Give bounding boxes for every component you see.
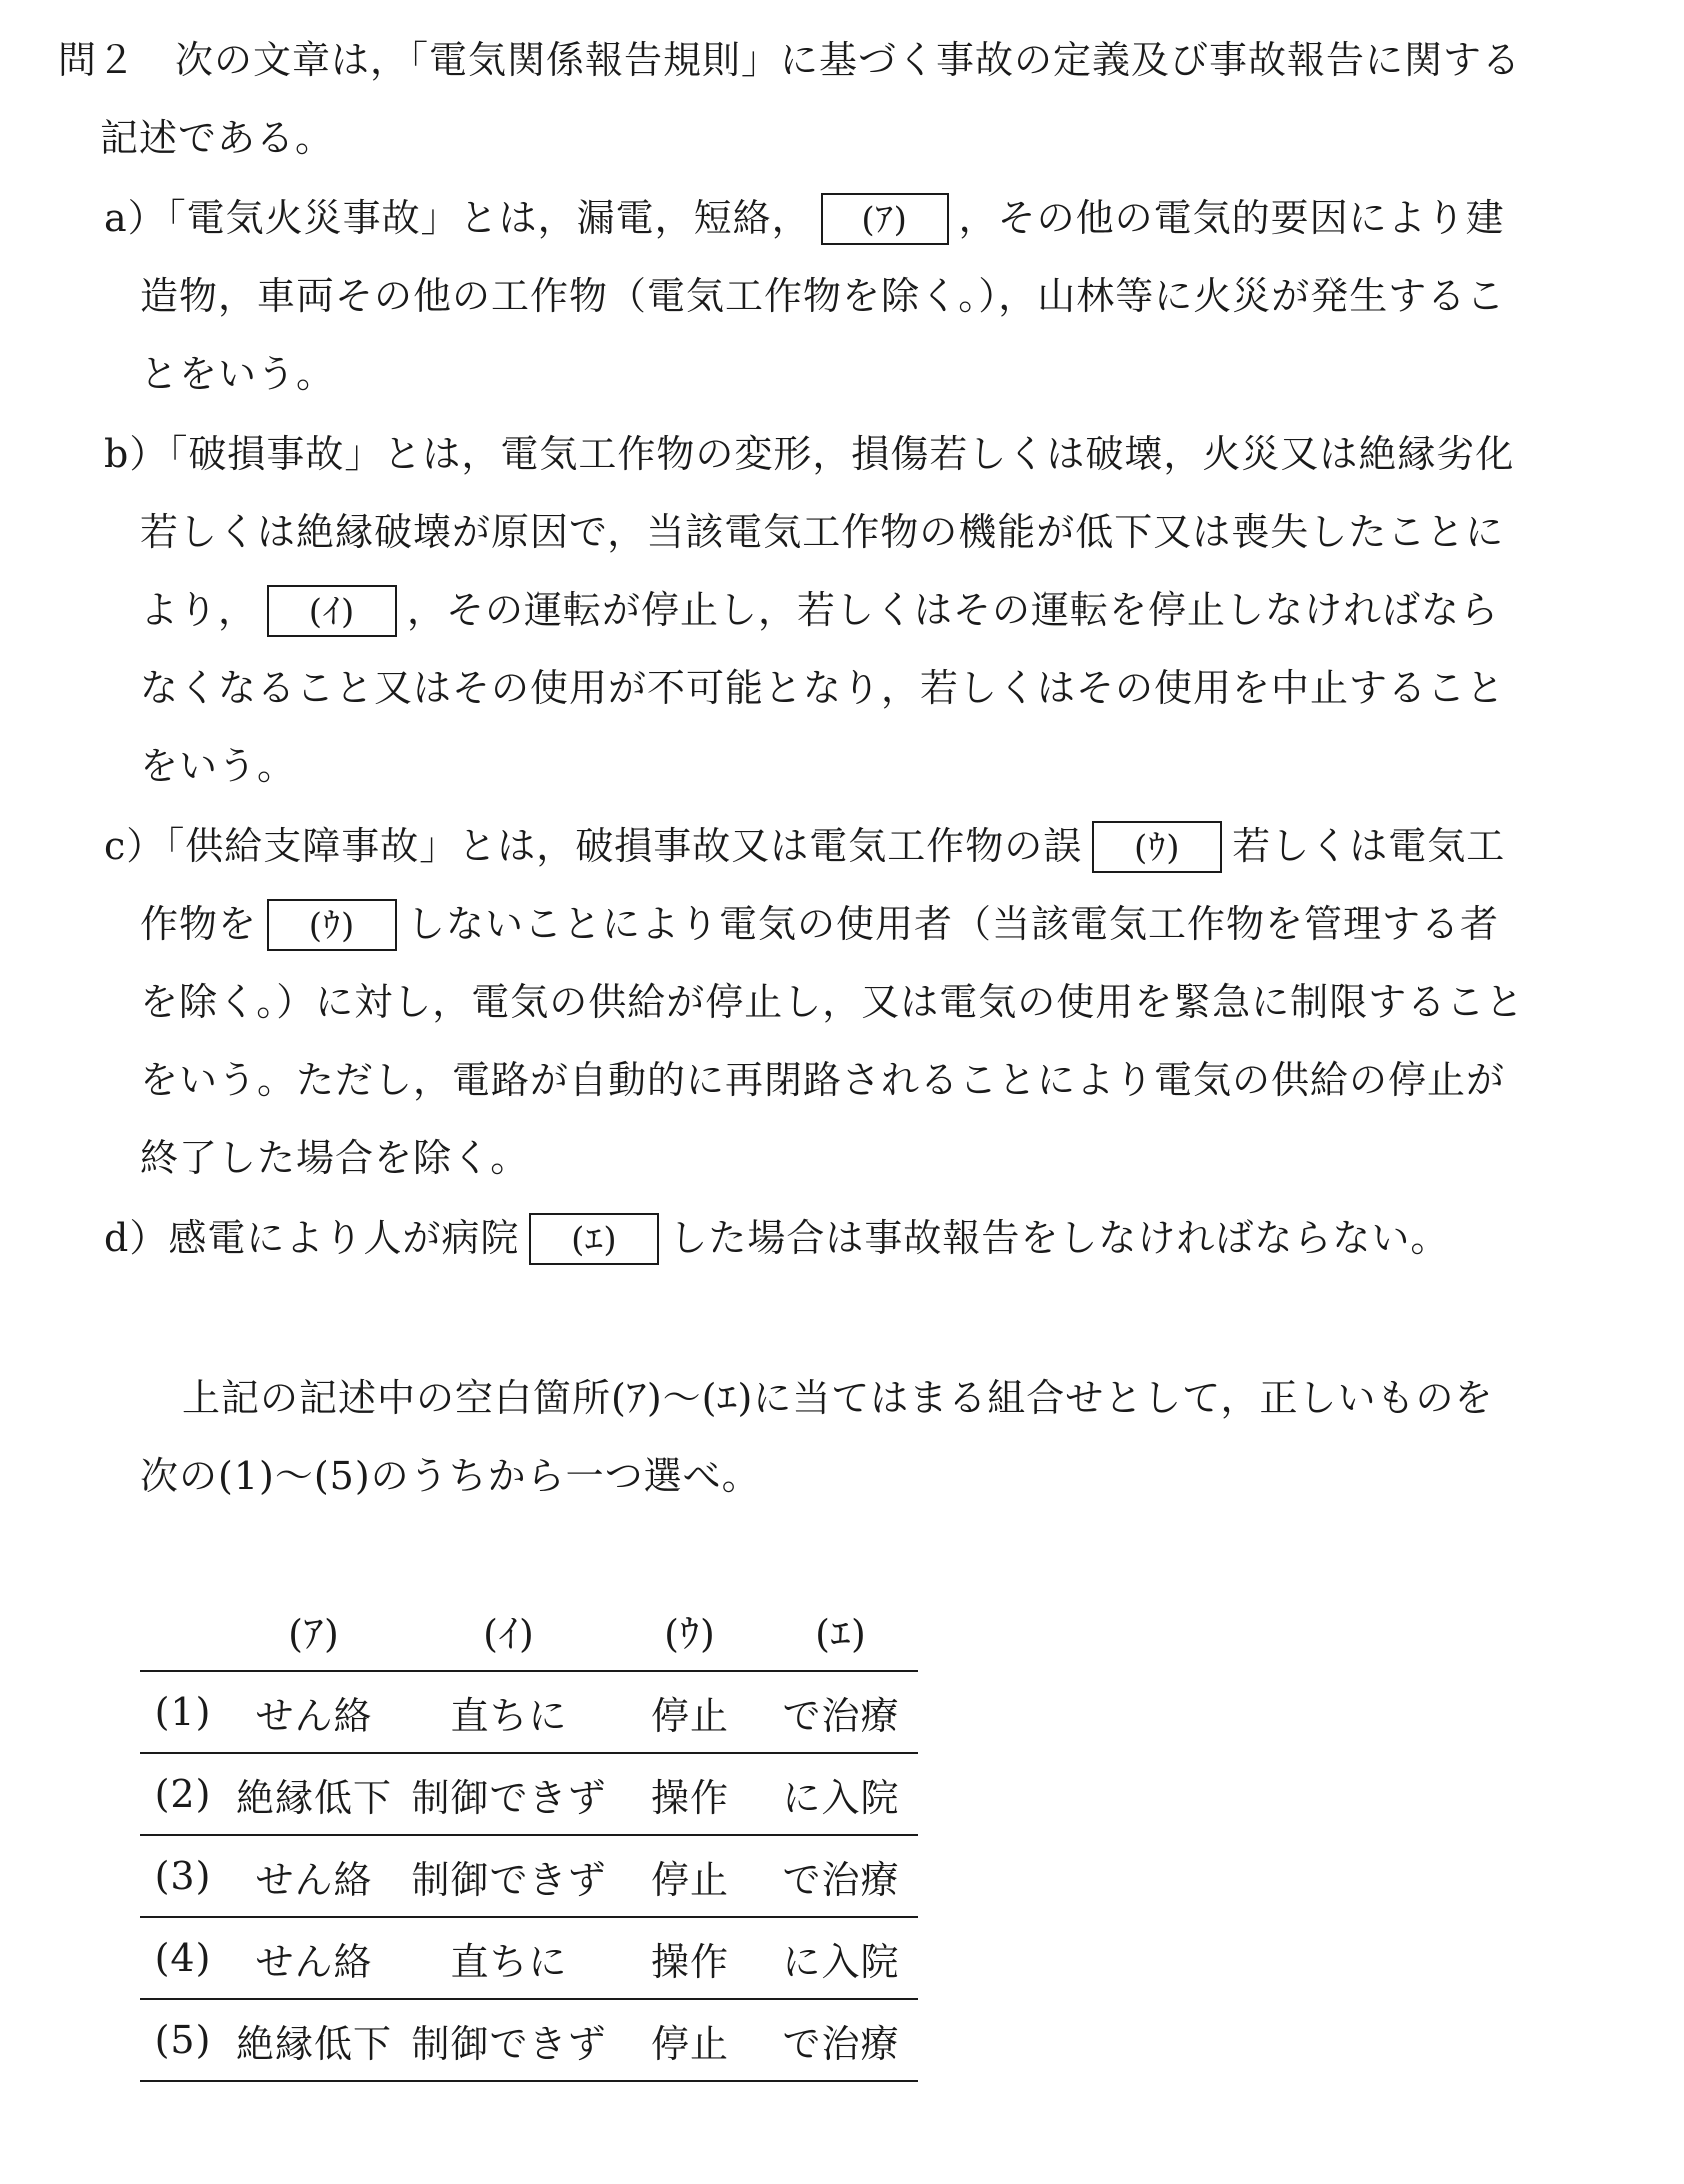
blank-a: (ｱ) (821, 193, 949, 245)
item-d-line-1 (104, 1208, 1449, 1268)
header-a: (ｱ) (288, 1611, 340, 1656)
cell-b: 制御できず (402, 1753, 616, 1835)
item-c-l2-pre: 作物を (140, 902, 258, 946)
cell-b: 直ちに (402, 1917, 616, 1999)
item-b-line-5: をいう。 (140, 744, 297, 788)
option-number: (3) (140, 1835, 226, 1917)
blank-c-1: (ｳ) (1092, 821, 1222, 873)
table-header-row (140, 1590, 918, 1671)
cell-c: 操作 (616, 1917, 764, 1999)
instruction-line-1: 上記の記述中の空白箇所(ｱ)～(ｴ)に当てはまる組合せとして，正しいものを (182, 1376, 1494, 1420)
cell-b: 制御できず (402, 1835, 616, 1917)
item-a-text-post: ，その他の電気的要因により建 (958, 196, 1505, 240)
cell-d: で治療 (764, 1999, 918, 2081)
header-d: (ｴ) (815, 1611, 867, 1656)
blank-c-2: (ｳ) (267, 899, 397, 951)
cell-d: に入院 (764, 1917, 918, 1999)
header-c: (ｳ) (664, 1611, 716, 1656)
cell-a: せん絡 (226, 1671, 402, 1753)
item-c-line-3: を除く。）に対し，電気の供給が停止し，又は電気の使用を緊急に制限すること (140, 980, 1525, 1024)
option-number: (2) (140, 1753, 226, 1835)
item-c-line-2 (140, 894, 1499, 954)
table-row (140, 1999, 918, 2081)
item-c-line-4: をいう。ただし，電路が自動的に再閉路されることにより電気の供給の停止が (140, 1058, 1506, 1102)
option-number: (5) (140, 1999, 226, 2081)
item-b-text-post: ，その運転が停止し，若しくはその運転を停止しなければなら (407, 588, 1500, 632)
item-a-text-pre: a）「電気火災事故」とは，漏電，短絡， (104, 196, 811, 240)
table-row (140, 1917, 918, 1999)
blank-b: (ｲ) (267, 585, 397, 637)
cell-a: 絶縁低下 (226, 1753, 402, 1835)
item-d-text-post: した場合は事故報告をしなければならない。 (669, 1216, 1450, 1260)
cell-a: せん絡 (226, 1835, 402, 1917)
option-number: (1) (140, 1671, 226, 1753)
instruction-line-2: 次の(1)～(5)のうちから一つ選べ。 (140, 1454, 761, 1498)
item-c-text-post: 若しくは電気工 (1232, 824, 1506, 868)
item-a-line-2: 造物，車両その他の工作物（電気工作物を除く。），山林等に火災が発生するこ (140, 274, 1506, 318)
question-line-1: 問２ 次の文章は，「電気関係報告規則」に基づく事故の定義及び事故報告に関する (58, 38, 1522, 82)
option-number: (4) (140, 1917, 226, 1999)
cell-b: 制御できず (402, 1999, 616, 2081)
cell-c: 操作 (616, 1753, 764, 1835)
item-c-text-pre: c）「供給支障事故」とは，破損事故又は電気工作物の誤 (104, 824, 1083, 868)
item-b-line-1: b）「破損事故」とは，電気工作物の変形，損傷若しくは破壊，火災又は絶縁劣化 (104, 432, 1515, 476)
item-a-line-1 (104, 188, 1505, 248)
question-line-2: 記述である。 (100, 116, 335, 160)
table-row (140, 1835, 918, 1917)
item-b-text-pre: より， (140, 588, 258, 632)
item-b-line-4: なくなること又はその使用が不可能となり，若しくはその使用を中止すること (140, 666, 1506, 710)
answer-table (140, 1590, 918, 2082)
item-b-line-2: 若しくは絶縁破壊が原因で，当該電気工作物の機能が低下又は喪失したことに (140, 510, 1505, 554)
cell-a: せん絡 (226, 1917, 402, 1999)
table-row (140, 1753, 918, 1835)
blank-d: (ｴ) (529, 1213, 659, 1265)
cell-c: 停止 (616, 1671, 764, 1753)
item-c-l2-post: しないことにより電気の使用者（当該電気工作物を管理する者 (407, 902, 1500, 946)
item-b-line-3 (140, 580, 1499, 640)
cell-a: 絶縁低下 (226, 1999, 402, 2081)
header-b: (ｲ) (483, 1611, 535, 1656)
cell-b: 直ちに (402, 1671, 616, 1753)
item-c-line-5: 終了した場合を除く。 (140, 1136, 530, 1180)
cell-d: で治療 (764, 1835, 918, 1917)
item-c-line-1 (104, 816, 1505, 876)
cell-c: 停止 (616, 1835, 764, 1917)
cell-d: に入院 (764, 1753, 918, 1835)
table-row (140, 1671, 918, 1753)
cell-d: で治療 (764, 1671, 918, 1753)
header-num (140, 1590, 226, 1671)
cell-c: 停止 (616, 1999, 764, 2081)
item-a-line-3: とをいう。 (140, 352, 336, 396)
item-d-text-pre: d）感電により人が病院 (104, 1216, 520, 1260)
